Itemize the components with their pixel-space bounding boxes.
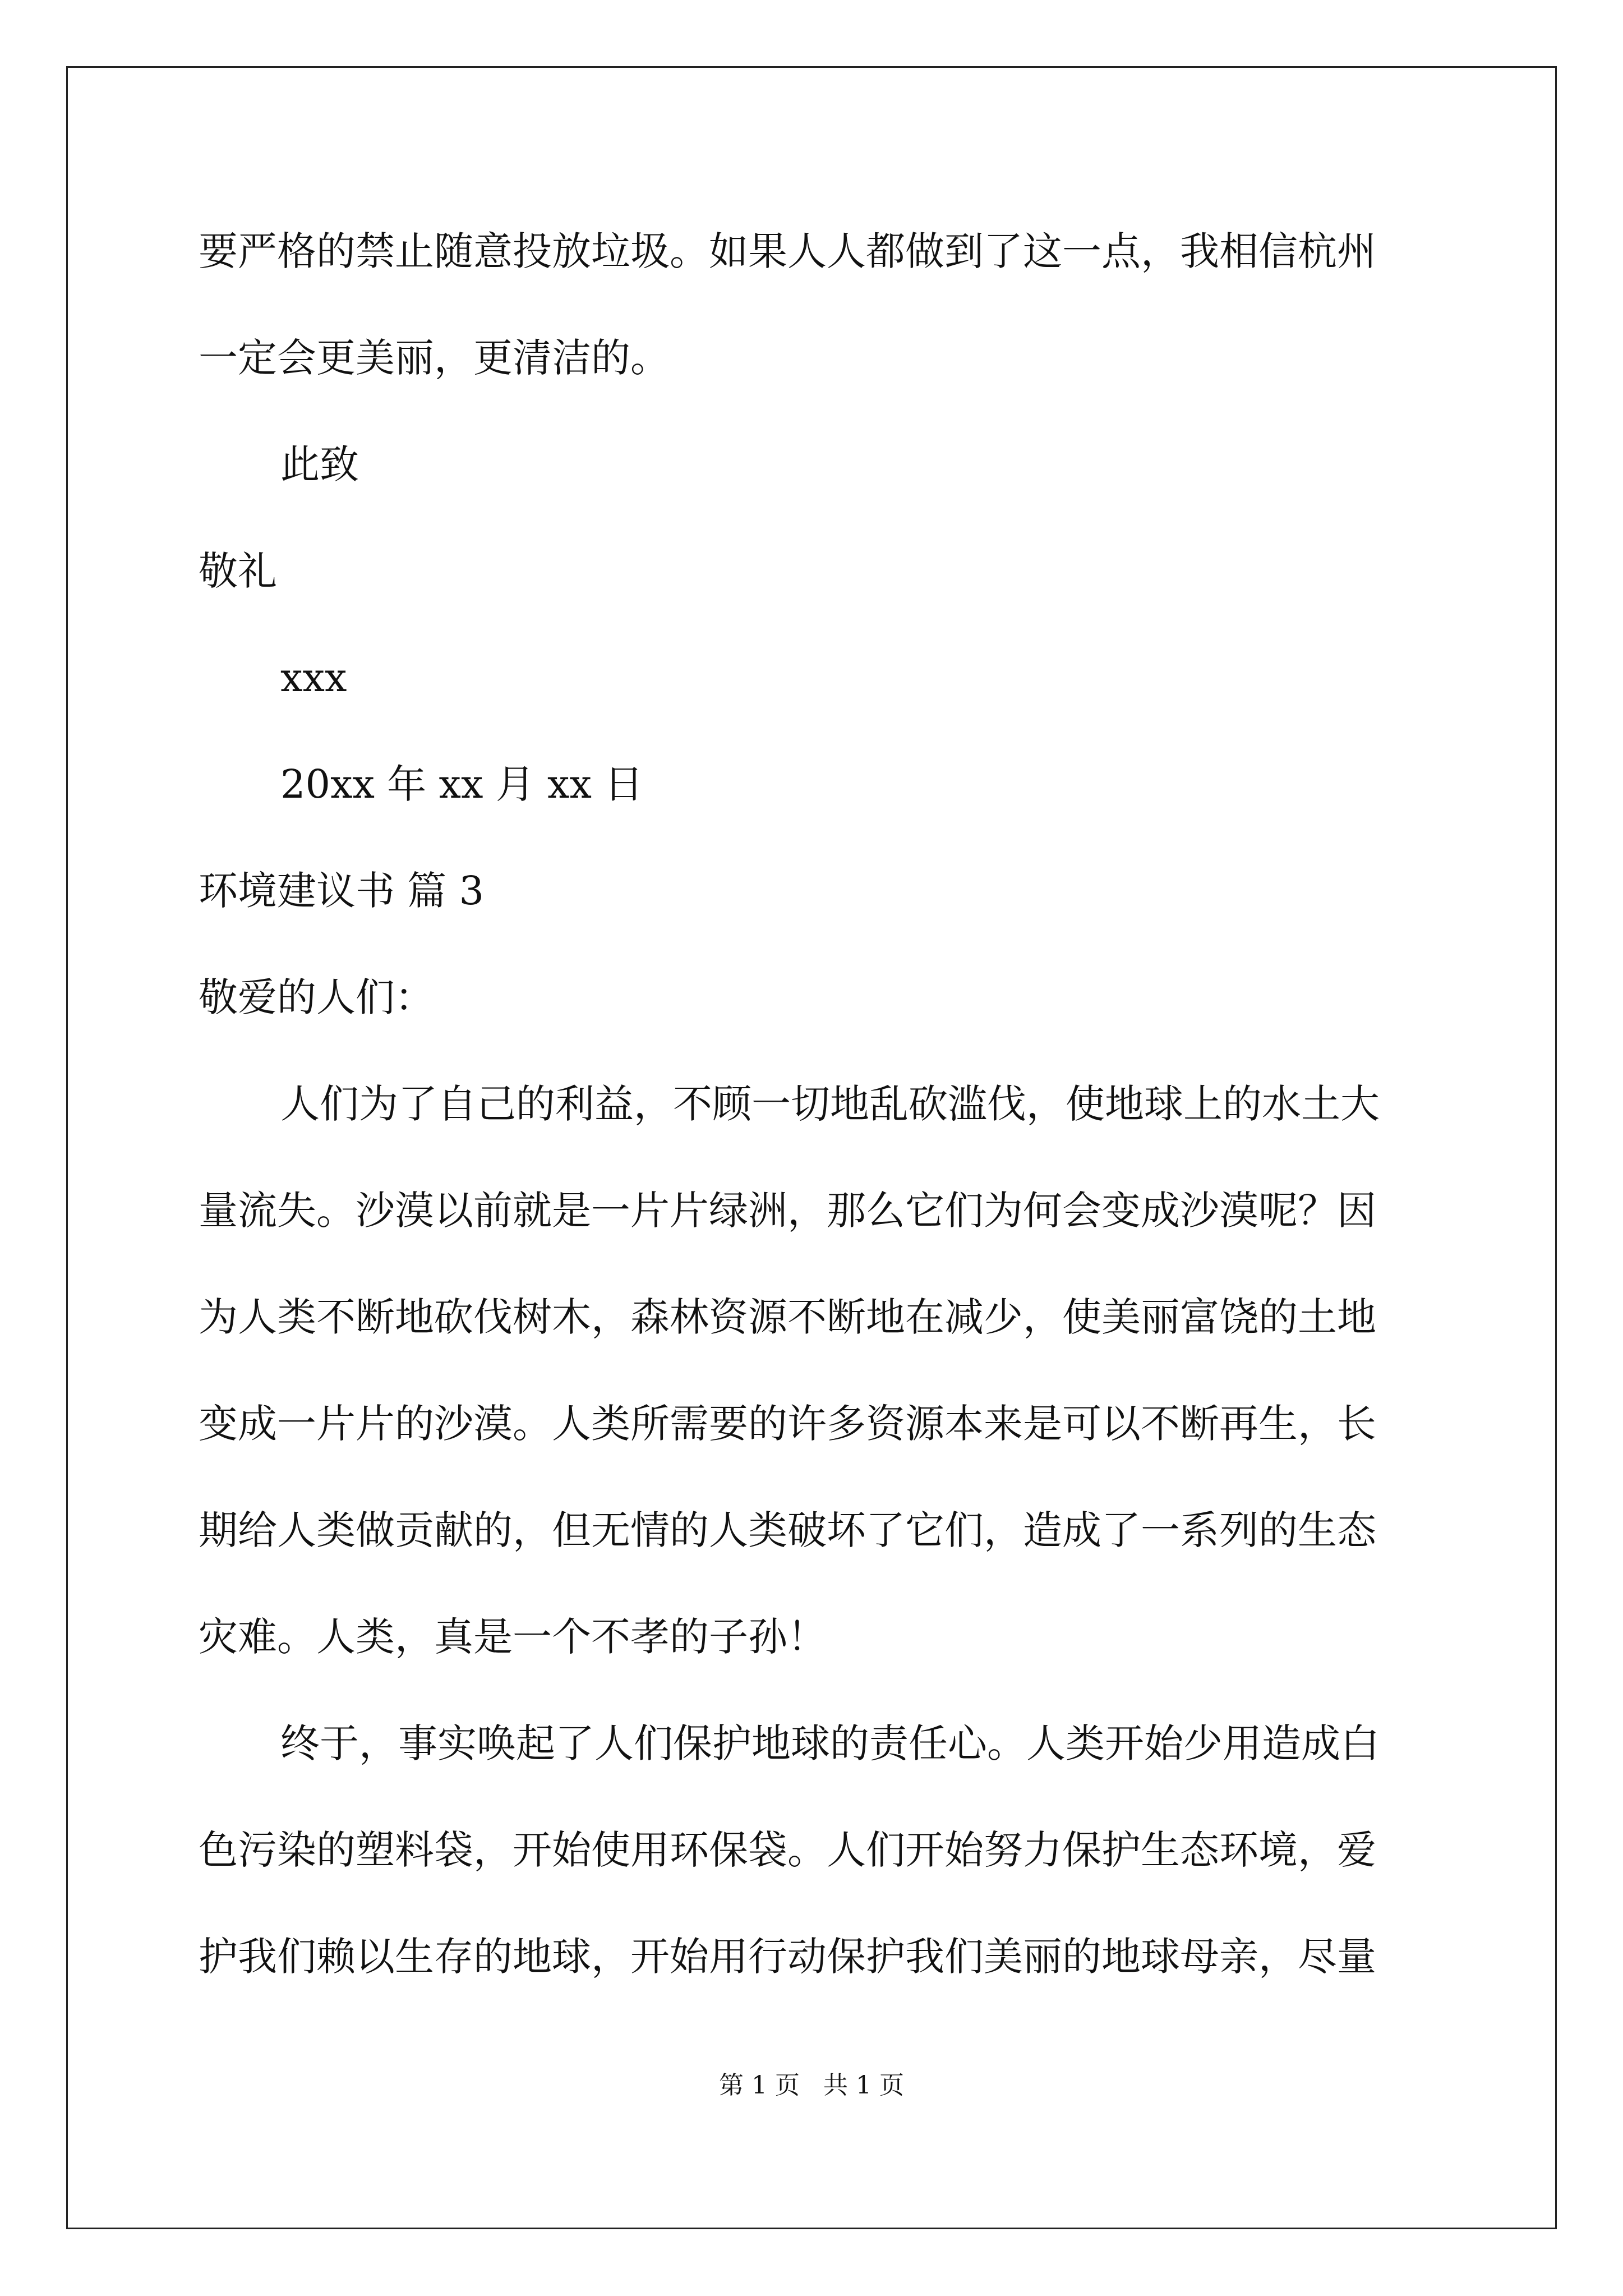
body-line: 为人类不断地砍伐树木，森林资源不断地在减少，使美丽富饶的土地 (199, 1294, 1376, 1340)
closing-respect: 敬礼 (199, 548, 277, 594)
body-line: 要严格的禁止随意投放垃圾。如果人人都做到了这一点，我相信杭州 (199, 228, 1376, 274)
body-line: 护我们赖以生存的地球，开始用行动保护我们美丽的地球母亲，尽量 (199, 1934, 1376, 1980)
body-line: 终于，事实唤起了人们保护地球的责任心。人类开始少用造成白 (280, 1720, 1380, 1766)
body-line: 灾难。人类，真是一个不孝的子孙！ (199, 1614, 827, 1660)
body-line: 变成一片片的沙漠。人类所需要的许多资源本来是可以不断再生，长 (199, 1401, 1376, 1447)
closing-salutation: 此致 (280, 441, 359, 487)
body-line: 期给人类做贡献的，但无情的人类破坏了它们，造成了一系列的生态 (199, 1507, 1376, 1553)
page-footer: 第 1 页 共 1 页 (719, 2071, 904, 2100)
page-frame (66, 66, 1557, 2229)
body-line: 量流失。沙漠以前就是一片片绿洲，那么它们为何会变成沙漠呢？因 (199, 1188, 1376, 1234)
signature-date: 20xx 年 xx 月 xx 日 (280, 761, 644, 807)
body-line: 一定会更美丽，更清洁的。 (199, 335, 670, 381)
body-line: 色污染的塑料袋，开始使用环保袋。人们开始努力保护生态环境，爱 (199, 1827, 1376, 1873)
greeting: 敬爱的人们： (199, 974, 434, 1020)
section-title: 环境建议书 篇 3 (199, 868, 485, 914)
signature-name: xxx (280, 655, 347, 701)
body-line: 人们为了自己的利益，不顾一切地乱砍滥伐，使地球上的水土大 (280, 1081, 1380, 1127)
